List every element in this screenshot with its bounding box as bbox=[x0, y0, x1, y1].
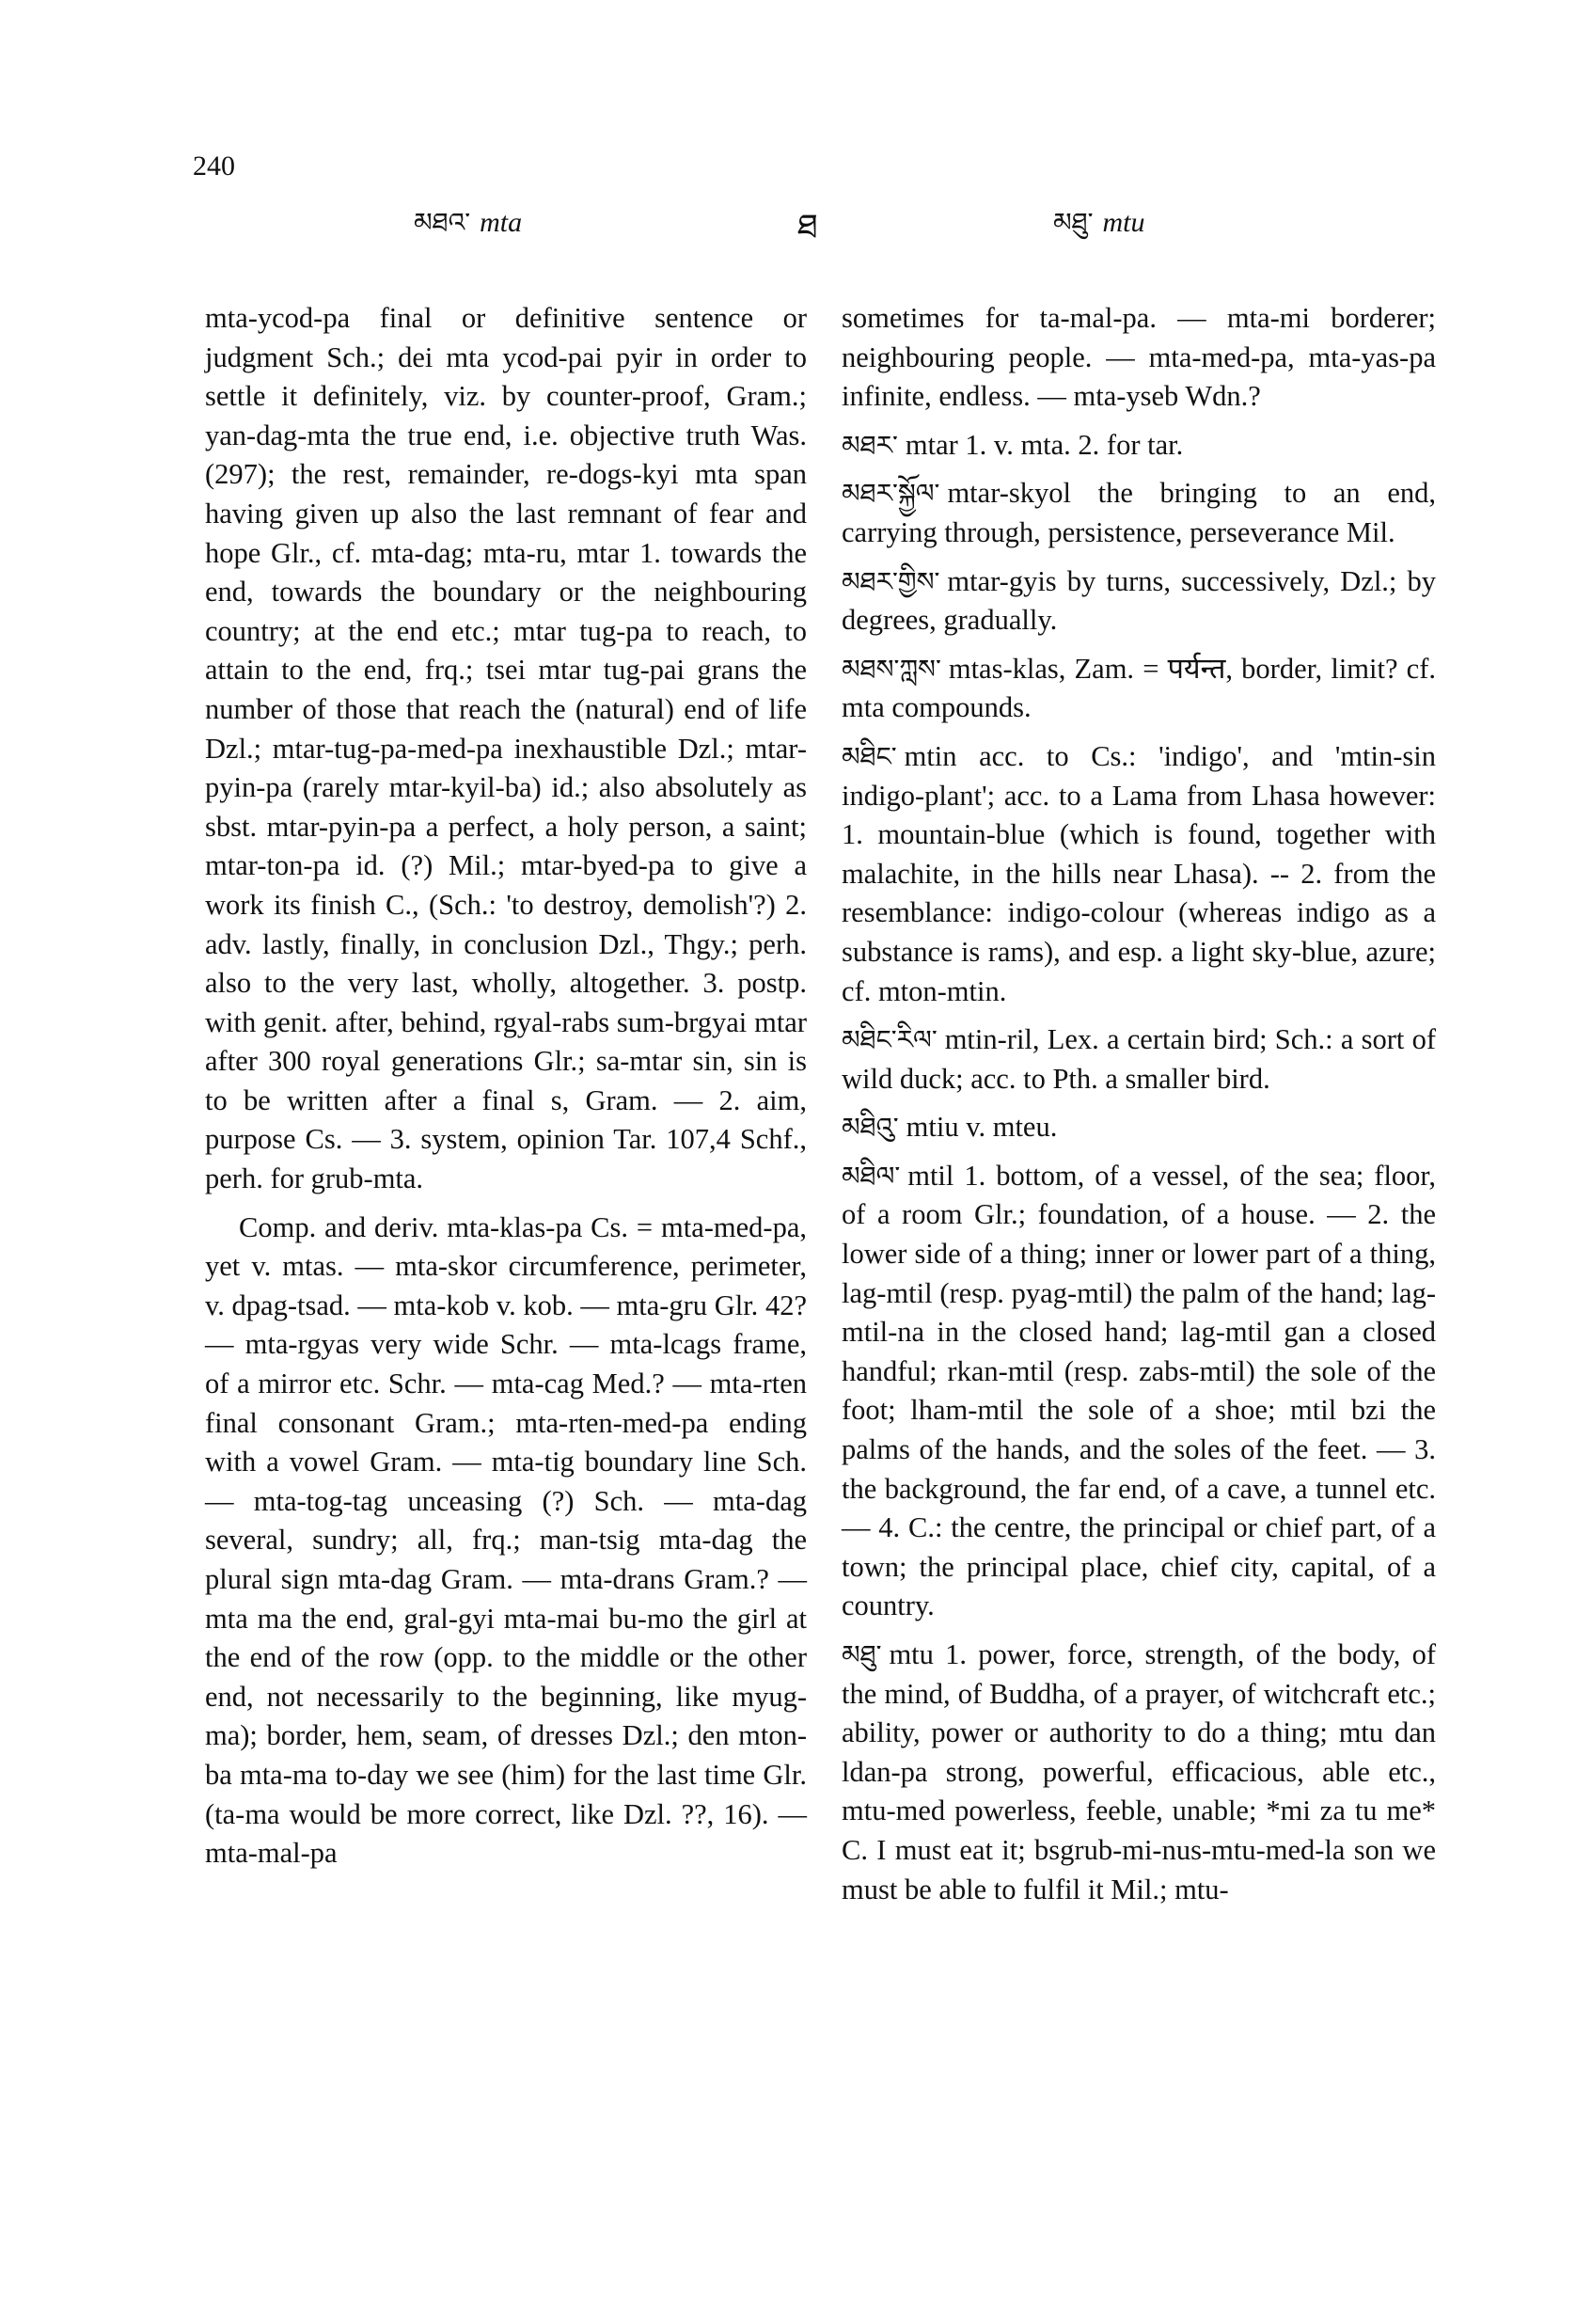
dictionary-entry bbox=[842, 1020, 1436, 1099]
entry-text: mtiu v. mteu. bbox=[906, 1111, 1058, 1144]
left-column bbox=[205, 299, 807, 1873]
entry-headword-tibetan: མཐར་ bbox=[842, 429, 898, 461]
entry-text: mtar-gyis by turns, successively, Dzl.; by degrees, gradually. bbox=[842, 564, 1436, 637]
entry-text: mtil 1. bottom, of a vessel, of the sea; floor, of a room Glr.; foundation, of a house. — 2. the lower side of a thing; inner or lower part of a thing, lag-mtil (resp. pyag-mtil) the palm of the hand; lag-mtil-na in the closed hand; lag-mtil gan a closed handful; rkan-mtil (resp. zabs-mtil) the sole of the foot; lham-mtil the sole of a shoe; mtil bzi the palms of the hands, and the soles of the feet. — 3. the background, the far end, of a cave, a tunnel etc. — 4. C.: the centre, the principal or chief part, of a town; the principal place, chief city, capital, of a country. bbox=[842, 1159, 1436, 1622]
running-head-right-label: mtu bbox=[1102, 207, 1145, 238]
page-number: 240 bbox=[193, 150, 235, 182]
left-column-paragraph: Comp. and deriv. mta-klas-pa Cs. = mta-med-pa, yet v. mtas. — mta-skor circumference, perimeter, v. dpag-tsad. — mta-kob v. kob. — mta-gru Glr. 42? — mta-rgyas very wide Schr. — mta-lcags frame, of a mirror etc. Schr. — mta-cag Med.? — mta-rten final consonant Gram.; mta-rten-med-pa ending with a vowel Gram. — mta-tig boundary line Sch. — mta-tog-tag unceasing (?) Sch. — mta-dag several, sundry; all, frq.; man-tsig mta-dag the plural sign mta-dag Gram. — mta-drans Gram.? — mta ma the end, gral-gyi mta-mai bu-mo the girl at the end of the row (opp. to the middle or the other end, not necessarily to the beginning, like myug-ma); border, hem, seam, of dresses Dzl.; den mton-ba mta-ma to-day we see (him) for the last time Glr. (ta-ma would be more correct, like Dzl. ??, 16). — mta-mal-pa bbox=[205, 1210, 807, 1870]
running-head-left bbox=[414, 193, 522, 267]
entry-headword-tibetan: མཐུ་ bbox=[842, 1639, 882, 1670]
entry-text: mtin acc. to Cs.: 'indigo', and 'mtin-sin indigo-plant'; acc. to a Lama from Lhasa however: 1. mountain-blue (which is found, together with malachite, in the hills near Lhasa). -- 2. from the resemblance: indigo-colour (whereas indigo as a substance is rams), and esp. a light sky-blue, azure; cf. mton-mtin. bbox=[842, 739, 1436, 1007]
entry-text: mtar-skyol the bringing to an end, carrying through, persistence, perseverance Mil. bbox=[842, 477, 1436, 548]
right-column bbox=[842, 299, 1436, 1909]
dictionary-entry bbox=[842, 1636, 1436, 1909]
entry-headword-tibetan: མཐིང་རིལ་ bbox=[842, 1024, 938, 1056]
running-head-right-tibetan: མཐུ་ bbox=[1053, 207, 1094, 238]
dictionary-entry bbox=[842, 650, 1436, 728]
dictionary-entry bbox=[842, 299, 1436, 417]
entry-text: sometimes for ta-mal-pa. — mta-mi borderer; neighbouring people. — mta-med-pa, mta-yas-pa infinite, endless. — mta-yseb Wdn.? bbox=[842, 302, 1436, 413]
entry-headword-tibetan: མཐིང་ bbox=[842, 740, 897, 772]
entry-headword-tibetan: མཐིའུ་ bbox=[842, 1112, 899, 1144]
dictionary-entry bbox=[842, 474, 1436, 552]
entry-text: mtas-klas, Zam. = पर्यन्त, border, limit? cf. mta compounds. bbox=[842, 652, 1436, 724]
entry-text: mtar 1. v. mta. 2. for tar. bbox=[905, 428, 1184, 461]
dictionary-entry bbox=[842, 1157, 1436, 1626]
entry-headword-tibetan: མཐར་གྱིས་ bbox=[842, 565, 940, 597]
running-head-center-glyph: ཐ bbox=[797, 208, 818, 246]
entry-headword-tibetan: མཐིལ་ bbox=[842, 1160, 901, 1192]
entry-headword-tibetan: མཐར་སྐྱོལ་ bbox=[842, 478, 940, 510]
running-head-right bbox=[1053, 193, 1144, 267]
running-head-left-label: mta bbox=[480, 207, 523, 238]
left-column-paragraph: mta-ycod-pa final or definitive sentence or judgment Sch.; dei mta ycod-pai pyir in order to settle it definitely, viz. by counter-proof, Gram.; yan-dag-mta the true end, i.e. objective truth Was. (297); the rest, remainder, re-dogs-kyi mta span having given up also the last remnant of fear and hope Glr., cf. mta-dag; mta-ru, mtar 1. towards the end, towards the boundary or the neighbouring country; at the end etc.; mtar tug-pa to reach, to attain to the end, frq.; tsei mtar tug-pai grans the number of those that reach the (natural) end of life Dzl.; mtar-tug-pa-med-pa inexhaustible Dzl.; mtar-pyin-pa (rarely mtar-kyil-ba) id.; also absolutely as sbst. mtar-pyin-pa a perfect, a holy person, a saint; mtar-ton-pa id. (?) Mil.; mtar-byed-pa to give a work its finish C., (Sch.: 'to destroy, demolish'?) 2. adv. lastly, finally, in conclusion Dzl., Thgy.; perh. also to the very last, wholly, altogether. 3. postp. with genit. after, behind, rgyal-rabs sum-brgyai mtar after 300 royal generations Glr.; sa-mtar sin, sin is to be written after a final s, Gram. — 2. aim, purpose Cs. — 3. system, opinion Tar. 107,4 Schf., perh. for grub-mta. bbox=[205, 302, 807, 1195]
entry-headword-tibetan: མཐས་ཀླས་ bbox=[842, 653, 941, 685]
entry-text: mtin-ril, Lex. a certain bird; Sch.: a sort of wild duck; acc. to Pth. a smaller bird. bbox=[842, 1023, 1436, 1095]
running-head-left-tibetan: མཐའ་ bbox=[414, 207, 471, 238]
dictionary-entry bbox=[842, 737, 1436, 1011]
dictionary-entry bbox=[842, 1108, 1436, 1147]
dictionary-entry bbox=[842, 426, 1436, 466]
dictionary-entry bbox=[842, 562, 1436, 640]
entry-text: mtu 1. power, force, strength, of the body, of the mind, of Buddha, of a prayer, of witchcraft etc.; ability, power or authority to do a thing; mtu dan ldan-pa strong, powerful, efficacious, able etc., mtu-med powerless, feeble, unable; *mi za tu me* C. I must eat it; bsgrub-mi-nus-mtu-med-la son we must be able to fulfil it Mil.; mtu- bbox=[842, 1638, 1436, 1905]
